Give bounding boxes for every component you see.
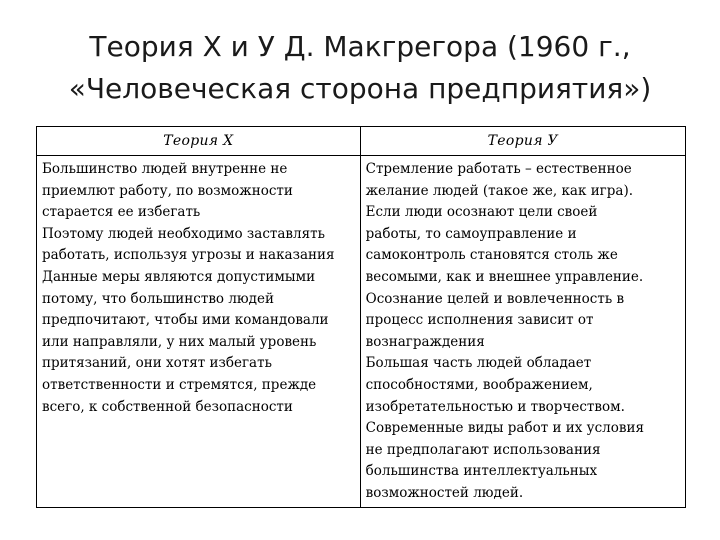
theory-comparison-table [36,126,686,508]
theory-x-line: Поэтому людей необходимо заставлять [42,225,325,242]
table-row [37,156,686,508]
theory-y-line: работы, то самоуправление и [365,225,577,242]
theory-y-line: весомыми, как и внешнее управление. [365,268,644,285]
theory-x-line: потому, что большинство людей [42,290,274,307]
theory-x-cell [37,156,361,508]
theory-y-line: самоконтроль становятся столь же [365,247,618,264]
theory-y-line: Если люди осознают цели своей [365,204,598,221]
theory-y-line: Стремление работать – естественное [365,161,632,177]
slide-title [0,26,720,110]
theory-y-line: способностями, воображением, [365,376,593,393]
theory-x-header: Теория Х [37,127,361,156]
theory-y-line: вознаграждения [365,333,485,350]
theory-y-line: изобретательностью и творчеством. [365,398,625,415]
table-header-row [37,127,686,156]
theory-x-line: всего, к собственной безопасности [42,398,293,415]
theory-x-line: работать, используя угрозы и наказания [42,247,335,264]
theory-y-line: Современные виды работ и их условия [365,420,644,437]
theory-y-line: большинства интеллектуальных [365,463,598,480]
theory-x-line: или направляли, у них малый уровень [42,333,317,350]
theory-x-line: приемлют работу, по возможности [42,182,293,199]
theory-y-line: Большая часть людей обладает [365,355,592,372]
theory-y-cell [360,156,685,508]
theory-x-line: старается ее избегать [42,204,201,221]
slide-title-line-2: «Человеческая сторона предприятия») [68,72,652,105]
theory-y-line: не предполагают использования [365,441,601,458]
theory-y-line: Осознание целей и вовлеченность в [365,290,625,307]
theory-x-line: ответственности и стремятся, прежде [42,376,317,393]
theory-y-line: желание людей (такое же, как игра). [365,182,634,199]
theory-y-line: возможностей людей. [365,484,524,501]
slide-title-line-1: Теория Х и У Д. Макгрегора (1960 г., [89,30,631,63]
theory-x-line: притязаний, они хотят избегать [42,355,272,372]
theory-x-line: предпочитают, чтобы ими командовали [42,312,329,329]
theory-x-line: Большинство людей внутренне не [42,161,288,177]
theory-x-line: Данные меры являются допустимыми [42,268,316,285]
theory-y-line: процесс исполнения зависит от [365,312,594,329]
theory-y-header: Теория У [360,127,685,156]
